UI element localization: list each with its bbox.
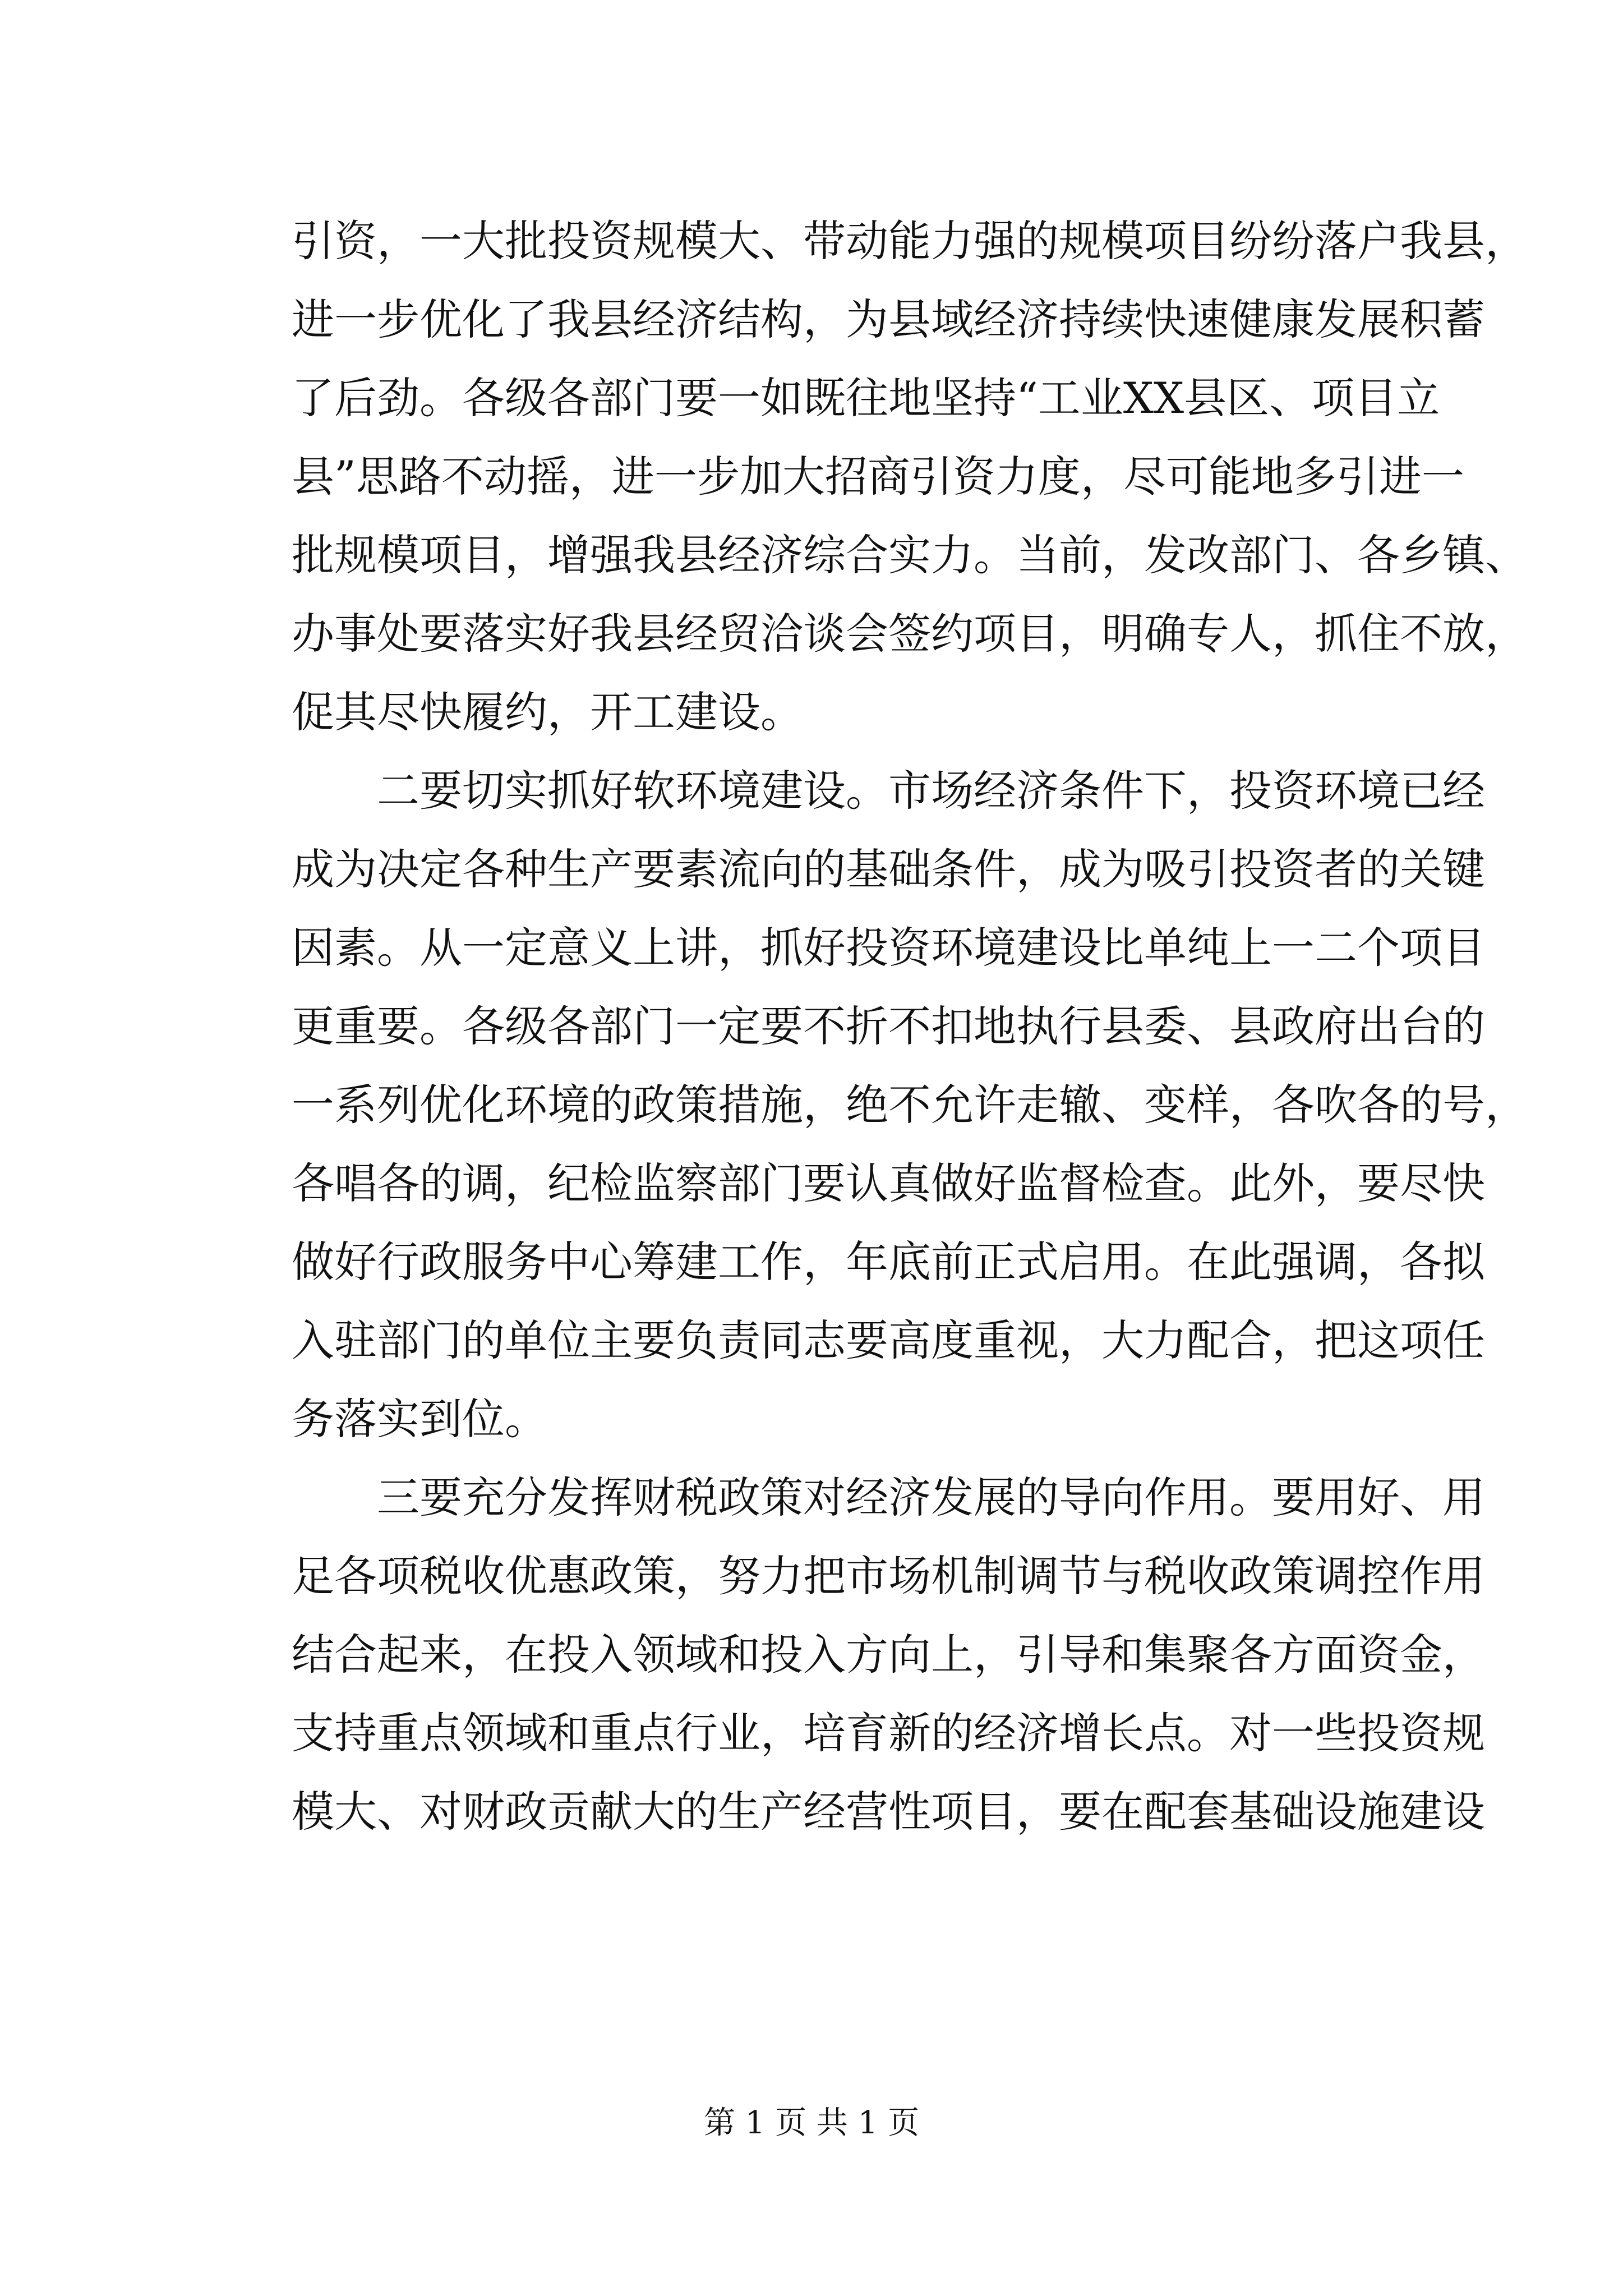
paragraph-line: 引资，一大批投资规模大、带动能力强的规模项目纷纷落户我县， bbox=[292, 216, 1528, 266]
paragraph-line: 一系列优化环境的政策措施，绝不允许走辙、变样，各吹各的号， bbox=[292, 1080, 1528, 1130]
paragraph-line: 更重要。各级各部门一定要不折不扣地执行县委、县政府出台的 bbox=[292, 1001, 1485, 1051]
paragraph-3 bbox=[292, 1458, 1485, 1851]
paragraph-line: 办事处要落实好我县经贸洽谈会签约项目，明确专人，抓住不放， bbox=[292, 609, 1528, 659]
paragraph-line: 三要充分发挥财税政策对经济发展的导向作用。要用好、用 bbox=[377, 1473, 1485, 1522]
paragraph-line: 入驻部门的单位主要负责同志要高度重视，大力配合，把这项任 bbox=[292, 1315, 1485, 1365]
page-number-footer: 第 1 页 共 1 页 bbox=[703, 2105, 920, 2141]
paragraph-2 bbox=[292, 752, 1528, 1458]
paragraph-line: 成为决定各种生产要素流向的基础条件，成为吸引投资者的关键 bbox=[292, 844, 1485, 894]
paragraph-line: 各唱各的调，纪检监察部门要认真做好监督检查。此外，要尽快 bbox=[292, 1158, 1485, 1208]
paragraph-line: 了后劲。各级各部门要一如既往地坚持“工业XX县区、项目立 bbox=[292, 373, 1440, 423]
paragraph-line: 结合起来，在投入领域和投入方向上，引导和集聚各方面资金， bbox=[292, 1630, 1485, 1680]
document-body bbox=[292, 202, 1528, 1851]
paragraph-1 bbox=[292, 202, 1528, 752]
paragraph-line: 模大、对财政贡献大的生产经营性项目，要在配套基础设施建设 bbox=[292, 1787, 1485, 1837]
paragraph-line: 进一步优化了我县经济结构，为县域经济持续快速健康发展积蓄 bbox=[292, 295, 1485, 344]
paragraph-line: 支持重点领域和重点行业，培育新的经济增长点。对一些投资规 bbox=[292, 1708, 1485, 1758]
paragraph-line: 县”思路不动摇，进一步加大招商引资力度，尽可能地多引进一 bbox=[292, 452, 1464, 501]
paragraph-line: 批规模项目，增强我县经济综合实力。当前，发改部门、各乡镇、 bbox=[292, 530, 1528, 580]
paragraph-line: 因素。从一定意义上讲，抓好投资环境建设比单纯上一二个项目 bbox=[292, 923, 1485, 973]
paragraph-line: 务落实到位。 bbox=[292, 1394, 547, 1444]
paragraph-line: 促其尽快履约，开工建设。 bbox=[292, 687, 803, 737]
paragraph-line: 足各项税收优惠政策，努力把市场机制调节与税收政策调控作用 bbox=[292, 1551, 1485, 1601]
paragraph-line: 做好行政服务中心筹建工作，年底前正式启用。在此强调，各拟 bbox=[292, 1237, 1485, 1287]
paragraph-line: 二要切实抓好软环境建设。市场经济条件下，投资环境已经 bbox=[377, 766, 1485, 816]
